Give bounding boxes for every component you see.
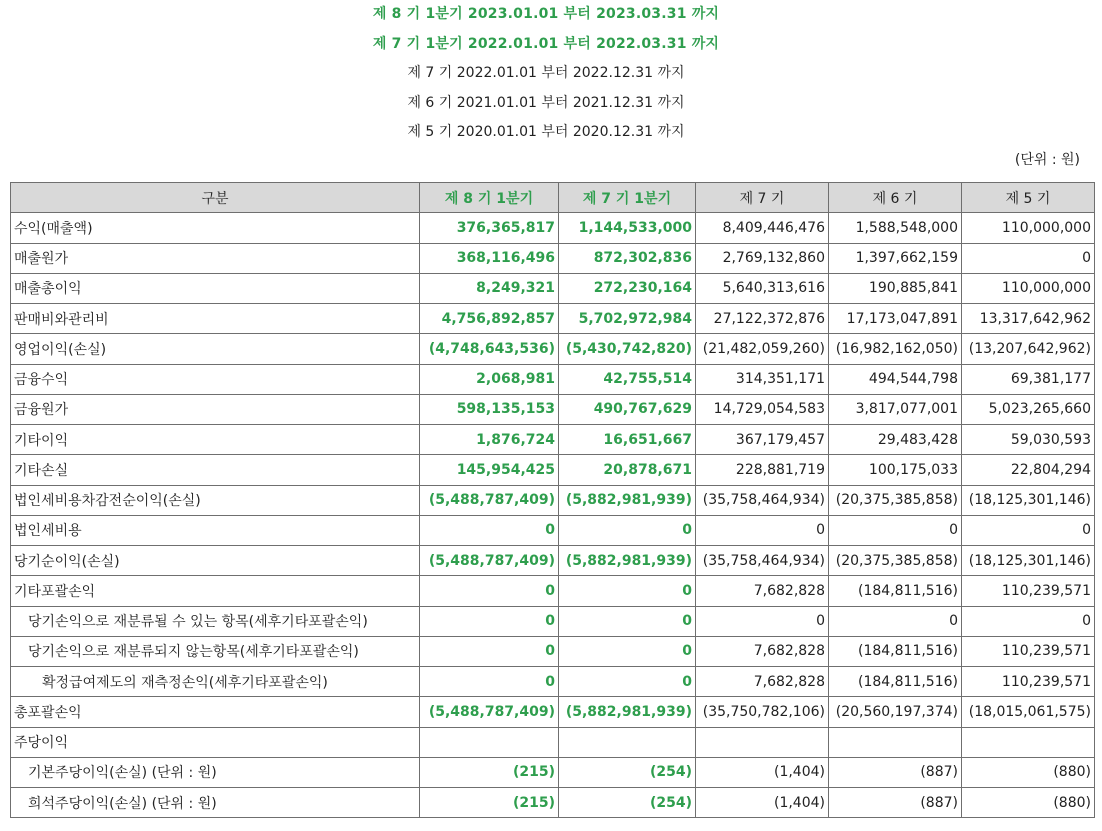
- cell-value: (5,882,981,939): [559, 546, 696, 576]
- cell-value: (254): [559, 788, 696, 818]
- cell-value: 0: [696, 606, 829, 636]
- row-label: 주당이익: [11, 727, 420, 757]
- table-row: [11, 394, 1095, 424]
- cell-value: (1,404): [696, 788, 829, 818]
- cell-value: 367,179,457: [696, 425, 829, 455]
- header-7th: 제 7 기: [696, 183, 829, 213]
- cell-value: 100,175,033: [829, 455, 962, 485]
- cell-value: 110,000,000: [962, 213, 1095, 243]
- cell-value: 59,030,593: [962, 425, 1095, 455]
- cell-value: 872,302,836: [559, 243, 696, 273]
- cell-value: 22,804,294: [962, 455, 1095, 485]
- table-row: [11, 636, 1095, 666]
- cell-value: 2,769,132,860: [696, 243, 829, 273]
- header-6th: 제 6 기: [829, 183, 962, 213]
- cell-value: 1,144,533,000: [559, 213, 696, 243]
- cell-value: [696, 727, 829, 757]
- row-label: 법인세비용차감전순이익(손실): [11, 485, 420, 515]
- table-row: [11, 757, 1095, 787]
- cell-value: (20,560,197,374): [829, 697, 962, 727]
- cell-value: 5,640,313,616: [696, 273, 829, 303]
- row-label: 금융수익: [11, 364, 420, 394]
- row-label: 기타이익: [11, 425, 420, 455]
- period-line: 제 7 기 1분기 2022.01.01 부터 2022.03.31 까지: [372, 35, 720, 52]
- cell-value: 27,122,372,876: [696, 304, 829, 334]
- table-row: [11, 213, 1095, 243]
- cell-value: 69,381,177: [962, 364, 1095, 394]
- unit-label: (단위 : 원): [1014, 152, 1080, 168]
- cell-value: (1,404): [696, 757, 829, 787]
- table-row: [11, 576, 1095, 606]
- cell-value: (5,430,742,820): [559, 334, 696, 364]
- row-label: 기본주당이익(손실) (단위 : 원): [11, 757, 420, 787]
- cell-value: 490,767,629: [559, 394, 696, 424]
- row-label: 수익(매출액): [11, 213, 420, 243]
- cell-value: (184,811,516): [829, 667, 962, 697]
- cell-value: 29,483,428: [829, 425, 962, 455]
- cell-value: (215): [420, 757, 559, 787]
- row-label: 판매비와관리비: [11, 304, 420, 334]
- header-category: 구분: [11, 183, 420, 213]
- cell-value: 13,317,642,962: [962, 304, 1095, 334]
- cell-value: (880): [962, 757, 1095, 787]
- cell-value: 314,351,171: [696, 364, 829, 394]
- cell-value: 0: [962, 515, 1095, 545]
- cell-value: 190,885,841: [829, 273, 962, 303]
- cell-value: 1,876,724: [420, 425, 559, 455]
- cell-value: 20,878,671: [559, 455, 696, 485]
- cell-value: (35,758,464,934): [696, 485, 829, 515]
- cell-value: 1,588,548,000: [829, 213, 962, 243]
- cell-value: 0: [559, 515, 696, 545]
- table-row: [11, 546, 1095, 576]
- cell-value: 110,239,571: [962, 667, 1095, 697]
- cell-value: 110,239,571: [962, 636, 1095, 666]
- cell-value: 0: [420, 606, 559, 636]
- period-line: 제 7 기 2022.01.01 부터 2022.12.31 까지: [407, 65, 685, 81]
- cell-value: (184,811,516): [829, 576, 962, 606]
- cell-value: 0: [962, 243, 1095, 273]
- period-line: 제 6 기 2021.01.01 부터 2021.12.31 까지: [407, 94, 685, 111]
- period-list: [0, 0, 1092, 148]
- cell-value: 14,729,054,583: [696, 394, 829, 424]
- table-row: [11, 697, 1095, 727]
- cell-value: (5,488,787,409): [420, 697, 559, 727]
- cell-value: 0: [559, 636, 696, 666]
- cell-value: (20,375,385,858): [829, 485, 962, 515]
- cell-value: (880): [962, 788, 1095, 818]
- row-label: 금융원가: [11, 394, 420, 424]
- cell-value: 598,135,153: [420, 394, 559, 424]
- table-row: [11, 425, 1095, 455]
- cell-value: 368,116,496: [420, 243, 559, 273]
- row-label: 당기손익으로 재분류될 수 있는 항목(세후기타포괄손익): [11, 606, 420, 636]
- cell-value: (887): [829, 757, 962, 787]
- cell-value: 228,881,719: [696, 455, 829, 485]
- cell-value: 0: [420, 576, 559, 606]
- cell-value: 0: [696, 515, 829, 545]
- cell-value: 17,173,047,891: [829, 304, 962, 334]
- header-row: [11, 183, 1095, 213]
- period-line: 제 8 기 1분기 2023.01.01 부터 2023.03.31 까지: [372, 6, 720, 22]
- cell-value: (16,982,162,050): [829, 334, 962, 364]
- cell-value: 2,068,981: [420, 364, 559, 394]
- cell-value: (5,488,787,409): [420, 485, 559, 515]
- cell-value: 8,249,321: [420, 273, 559, 303]
- table-row: [11, 606, 1095, 636]
- cell-value: 0: [962, 606, 1095, 636]
- cell-value: (20,375,385,858): [829, 546, 962, 576]
- period-line: 제 5 기 2020.01.01 부터 2020.12.31 까지: [407, 124, 685, 140]
- cell-value: 494,544,798: [829, 364, 962, 394]
- row-label: 매출총이익: [11, 273, 420, 303]
- cell-value: 0: [559, 606, 696, 636]
- header-q1-7th: 제 7 기 1분기: [559, 183, 696, 213]
- cell-value: 272,230,164: [559, 273, 696, 303]
- cell-value: [559, 727, 696, 757]
- row-label: 법인세비용: [11, 515, 420, 545]
- cell-value: 0: [829, 515, 962, 545]
- cell-value: (887): [829, 788, 962, 818]
- cell-value: (215): [420, 788, 559, 818]
- cell-value: 8,409,446,476: [696, 213, 829, 243]
- table-row: [11, 304, 1095, 334]
- header-5th: 제 5 기: [962, 183, 1095, 213]
- cell-value: 16,651,667: [559, 425, 696, 455]
- row-label: 당기손익으로 재분류되지 않는항목(세후기타포괄손익): [11, 636, 420, 666]
- cell-value: 0: [559, 576, 696, 606]
- cell-value: 7,682,828: [696, 576, 829, 606]
- cell-value: 4,756,892,857: [420, 304, 559, 334]
- cell-value: (4,748,643,536): [420, 334, 559, 364]
- table-row: [11, 455, 1095, 485]
- cell-value: (18,015,061,575): [962, 697, 1095, 727]
- row-label: 기타포괄손익: [11, 576, 420, 606]
- table-row: [11, 667, 1095, 697]
- row-label: 당기순이익(손실): [11, 546, 420, 576]
- row-label: 영업이익(손실): [11, 334, 420, 364]
- cell-value: (18,125,301,146): [962, 485, 1095, 515]
- table-row: [11, 485, 1095, 515]
- cell-value: 42,755,514: [559, 364, 696, 394]
- row-label: 희석주당이익(손실) (단위 : 원): [11, 788, 420, 818]
- cell-value: 1,397,662,159: [829, 243, 962, 273]
- table-row: [11, 727, 1095, 757]
- cell-value: 0: [829, 606, 962, 636]
- cell-value: 0: [420, 636, 559, 666]
- cell-value: (35,750,782,106): [696, 697, 829, 727]
- cell-value: (35,758,464,934): [696, 546, 829, 576]
- cell-value: [962, 727, 1095, 757]
- cell-value: [829, 727, 962, 757]
- row-label: 총포괄손익: [11, 697, 420, 727]
- table-row: [11, 243, 1095, 273]
- cell-value: 110,000,000: [962, 273, 1095, 303]
- row-label: 매출원가: [11, 243, 420, 273]
- cell-value: (254): [559, 757, 696, 787]
- cell-value: 145,954,425: [420, 455, 559, 485]
- cell-value: (21,482,059,260): [696, 334, 829, 364]
- table-row: [11, 334, 1095, 364]
- table-row: [11, 788, 1095, 818]
- cell-value: 7,682,828: [696, 636, 829, 666]
- header-q1-8th: 제 8 기 1분기: [420, 183, 559, 213]
- cell-value: 0: [559, 667, 696, 697]
- cell-value: 376,365,817: [420, 213, 559, 243]
- cell-value: (5,488,787,409): [420, 546, 559, 576]
- cell-value: (18,125,301,146): [962, 546, 1095, 576]
- cell-value: 3,817,077,001: [829, 394, 962, 424]
- cell-value: (184,811,516): [829, 636, 962, 666]
- cell-value: (5,882,981,939): [559, 697, 696, 727]
- cell-value: 0: [420, 667, 559, 697]
- cell-value: 0: [420, 515, 559, 545]
- table-row: [11, 273, 1095, 303]
- row-label: 기타손실: [11, 455, 420, 485]
- table-row: [11, 364, 1095, 394]
- cell-value: 5,023,265,660: [962, 394, 1095, 424]
- cell-value: (13,207,642,962): [962, 334, 1095, 364]
- cell-value: 5,702,972,984: [559, 304, 696, 334]
- table-row: [11, 515, 1095, 545]
- row-label: 확정급여제도의 재측정손익(세후기타포괄손익): [11, 667, 420, 697]
- income-statement-table: [10, 182, 1095, 818]
- cell-value: 110,239,571: [962, 576, 1095, 606]
- cell-value: [420, 727, 559, 757]
- cell-value: (5,882,981,939): [559, 485, 696, 515]
- cell-value: 7,682,828: [696, 667, 829, 697]
